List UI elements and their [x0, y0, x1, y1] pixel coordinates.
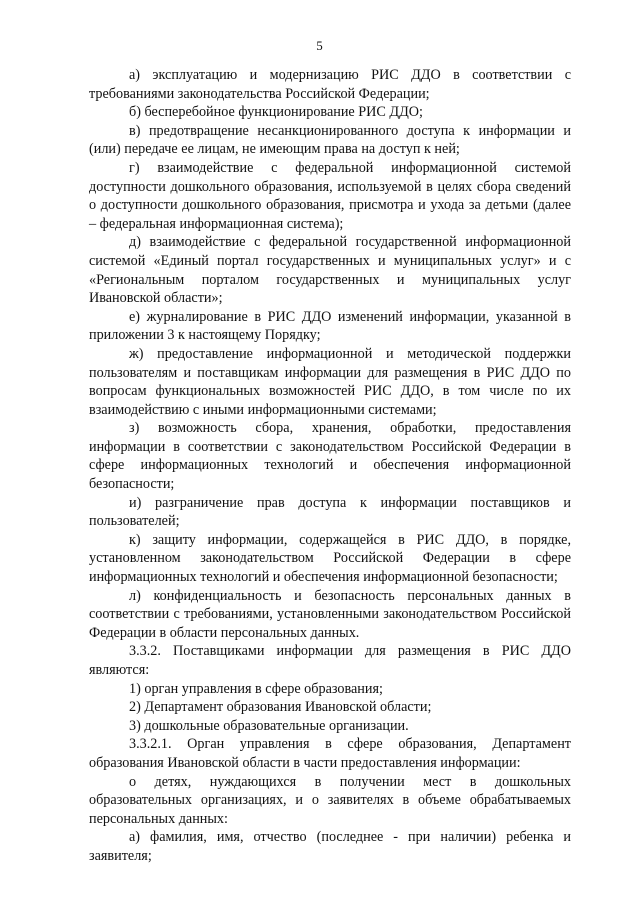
document-body [89, 66, 571, 866]
paragraph-zh-support: ж) предоставление информационной и методической поддержки пользователям и поставщикам информации для размещения в РИС ДДО по вопросам функциональных возможностей РИС ДДО, в том числе по их взаимодействию с иными информационными системами; [89, 345, 571, 418]
list-item-1: 1) орган управления в сфере образования; [129, 680, 383, 697]
section-3-3-2-heading: 3.3.2. Поставщиками информации для размещения в РИС ДДО являются: [89, 643, 571, 678]
paragraph-l-confidentiality: л) конфиденциальность и безопасность персональных данных в соответствии с требованиями, установленными законодательством Российской Федерации в области персональных данных. [89, 587, 571, 641]
paragraph-a-names: а) фамилия, имя, отчество (последнее - при наличии) ребенка и заявителя; [89, 829, 571, 864]
paragraph-d-portal-interaction: д) взаимодействие с федеральной государственной информационной системой «Единый портал государственных и муниципальных услуг» и с «Региональным порталом государственных и муниципальных услуг Ивановской области»; [89, 234, 571, 307]
paragraph-k-protection: к) защиту информации, содержащейся в РИС ДДО, в порядке, установленном законодательством Российской Федерации в сфере информационных технологий и обеспечения информационной безопасности; [89, 531, 571, 586]
section-3-3-2-1-heading: 3.3.2.1. Орган управления в сфере образования, Департамент образования Ивановской области в части предоставления информации: [89, 736, 571, 771]
paragraph-z-data-processing: з) возможность сбора, хранения, обработки, предоставления информации в соответствии с законодательством Российской Федерации в сфере информационных технологий и обеспечения информационной безопасности; [89, 420, 571, 493]
page-number: 5 [316, 38, 323, 53]
paragraph-b-uninterrupted: б) бесперебойное функционирование РИС ДДО; [129, 104, 423, 121]
paragraph-g-federal-interaction: г) взаимодействие с федеральной информационной системой доступности дошкольного образования, используемой в целях сбора сведений о доступности дошкольного образования, присмотра и ухода за детьми (далее – федеральная информационная система); [89, 159, 571, 232]
list-item-3: 3) дошкольные образовательные организации. [129, 717, 409, 734]
paragraph-i-access-rights: и) разграничение прав доступа к информации поставщиков и пользователей; [89, 494, 571, 530]
paragraph-a-operation: а) эксплуатацию и модернизацию РИС ДДО в соответствии с требованиями законодательства Российской Федерации; [89, 67, 571, 102]
paragraph-e-journaling: е) журналирование в РИС ДДО изменений информации, указанной в приложении 3 к настоящему Порядку; [89, 308, 571, 344]
paragraph-v-access-prevention: в) предотвращение несанкционированного доступа к информации и (или) передаче ее лицам, не имеющим права на доступ к ней; [89, 122, 571, 158]
list-item-2: 2) Департамент образования Ивановской области; [129, 699, 432, 716]
paragraph-children-info: о детях, нуждающихся в получении мест в дошкольных образовательных организациях, и о заявителях в объеме обрабатываемых персональных данных: [89, 773, 571, 827]
